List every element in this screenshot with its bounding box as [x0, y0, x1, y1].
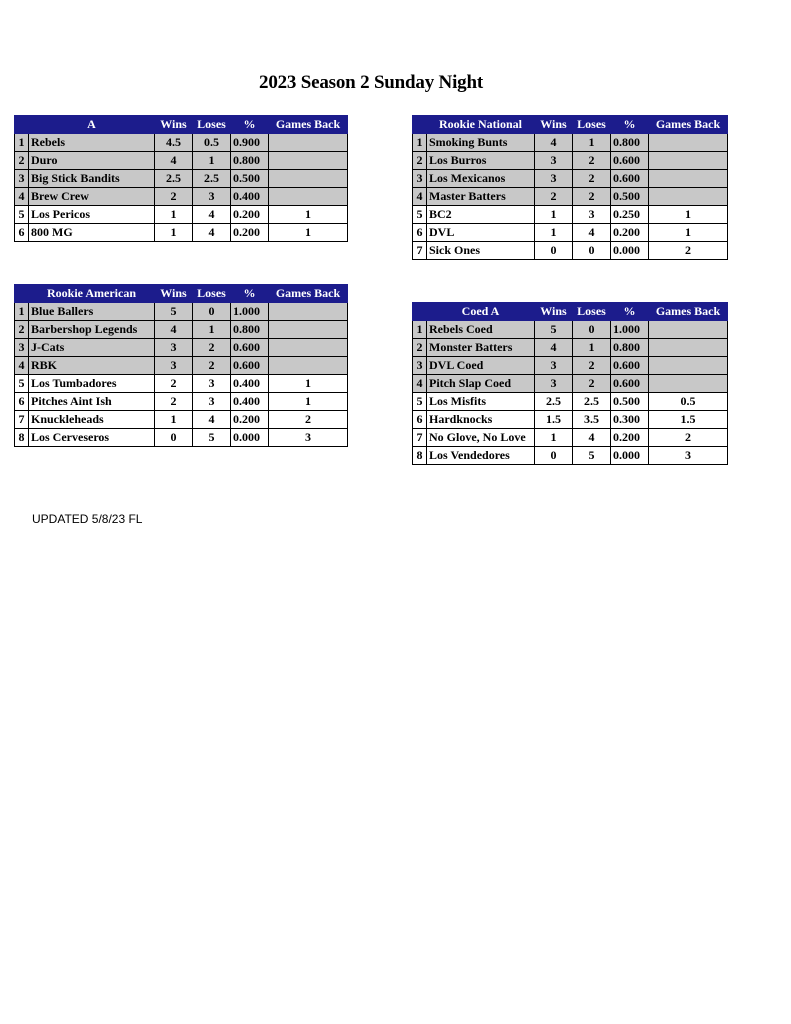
loses-cell: 2 — [573, 170, 611, 188]
standings-table-rookie-national — [412, 115, 728, 260]
rank-cell: 3 — [413, 170, 427, 188]
wins-header: Wins — [535, 116, 573, 134]
games-back-cell — [649, 321, 728, 339]
games-back-cell: 1 — [269, 375, 348, 393]
table-row — [413, 339, 728, 357]
team-name-cell: Blue Ballers — [29, 303, 155, 321]
table-row — [15, 170, 348, 188]
games-back-cell — [269, 339, 348, 357]
games-back-header: Games Back — [649, 303, 728, 321]
rank-cell: 6 — [413, 411, 427, 429]
rank-cell: 4 — [15, 357, 29, 375]
games-back-cell — [649, 375, 728, 393]
loses-cell: 3 — [573, 206, 611, 224]
rank-cell: 7 — [15, 411, 29, 429]
pct-cell: 0.800 — [611, 134, 649, 152]
games-back-cell: 3 — [649, 447, 728, 465]
games-back-cell: 3 — [269, 429, 348, 447]
table-row — [15, 339, 348, 357]
table-row — [413, 375, 728, 393]
header-rank — [15, 285, 29, 303]
loses-cell: 5 — [573, 447, 611, 465]
pct-cell: 0.600 — [611, 357, 649, 375]
loses-cell: 3.5 — [573, 411, 611, 429]
loses-cell: 2 — [573, 375, 611, 393]
pct-header: % — [231, 116, 269, 134]
loses-cell: 2 — [573, 188, 611, 206]
rank-cell: 5 — [15, 375, 29, 393]
games-back-cell: 2 — [649, 242, 728, 260]
loses-cell: 2 — [573, 152, 611, 170]
rank-cell: 4 — [413, 188, 427, 206]
wins-cell: 0 — [535, 447, 573, 465]
pct-cell: 0.600 — [611, 170, 649, 188]
loses-cell: 1 — [193, 152, 231, 170]
loses-cell: 1 — [193, 321, 231, 339]
pct-cell: 0.900 — [231, 134, 269, 152]
rank-cell: 6 — [413, 224, 427, 242]
pct-cell: 0.200 — [611, 429, 649, 447]
loses-cell: 2 — [193, 357, 231, 375]
loses-cell: 4 — [573, 429, 611, 447]
games-back-cell — [649, 170, 728, 188]
team-name-cell: Duro — [29, 152, 155, 170]
games-back-header: Games Back — [269, 116, 348, 134]
wins-cell: 2 — [155, 188, 193, 206]
games-back-cell — [649, 188, 728, 206]
loses-cell: 5 — [193, 429, 231, 447]
rank-cell: 4 — [15, 188, 29, 206]
wins-cell: 3 — [155, 339, 193, 357]
header-rank — [413, 116, 427, 134]
table-row — [15, 134, 348, 152]
table-row — [15, 303, 348, 321]
team-name-cell: Los Cerveseros — [29, 429, 155, 447]
loses-cell: 3 — [193, 375, 231, 393]
table-row — [15, 375, 348, 393]
wins-header: Wins — [155, 285, 193, 303]
games-back-cell — [649, 134, 728, 152]
wins-header: Wins — [535, 303, 573, 321]
wins-cell: 1 — [155, 206, 193, 224]
header-row — [15, 116, 348, 134]
wins-cell: 0 — [155, 429, 193, 447]
loses-cell: 2 — [573, 357, 611, 375]
wins-cell: 5 — [535, 321, 573, 339]
table-row — [15, 206, 348, 224]
loses-header: Loses — [573, 116, 611, 134]
team-name-cell: Los Burros — [427, 152, 535, 170]
wins-cell: 5 — [155, 303, 193, 321]
pct-cell: 0.200 — [231, 224, 269, 242]
rank-cell: 5 — [413, 206, 427, 224]
wins-cell: 4 — [535, 339, 573, 357]
rank-cell: 1 — [15, 303, 29, 321]
table-row — [15, 224, 348, 242]
loses-cell: 4 — [193, 224, 231, 242]
table-row — [413, 206, 728, 224]
table-row — [413, 242, 728, 260]
pct-cell: 0.800 — [231, 321, 269, 339]
loses-header: Loses — [193, 116, 231, 134]
rank-cell: 2 — [15, 152, 29, 170]
team-name-cell: No Glove, No Love — [427, 429, 535, 447]
team-name-cell: 800 MG — [29, 224, 155, 242]
team-name-cell: Sick Ones — [427, 242, 535, 260]
team-name-cell: Big Stick Bandits — [29, 170, 155, 188]
games-back-header: Games Back — [269, 285, 348, 303]
table-row — [413, 357, 728, 375]
loses-cell: 2.5 — [193, 170, 231, 188]
pct-cell: 0.300 — [611, 411, 649, 429]
table-row — [413, 411, 728, 429]
table-row — [413, 393, 728, 411]
loses-cell: 3 — [193, 393, 231, 411]
rank-cell: 3 — [15, 339, 29, 357]
table-row — [15, 321, 348, 339]
team-name-cell: DVL Coed — [427, 357, 535, 375]
rank-cell: 1 — [413, 134, 427, 152]
games-back-cell — [269, 134, 348, 152]
standings-table-coed-a — [412, 302, 728, 465]
table-row — [413, 170, 728, 188]
wins-cell: 4 — [155, 321, 193, 339]
loses-cell: 2 — [193, 339, 231, 357]
loses-cell: 3 — [193, 188, 231, 206]
pct-cell: 0.400 — [231, 188, 269, 206]
team-name-cell: Los Pericos — [29, 206, 155, 224]
wins-cell: 3 — [535, 152, 573, 170]
loses-cell: 1 — [573, 339, 611, 357]
rank-cell: 6 — [15, 393, 29, 411]
header-row — [413, 116, 728, 134]
rank-cell: 5 — [413, 393, 427, 411]
wins-cell: 2.5 — [535, 393, 573, 411]
header-rank — [15, 116, 29, 134]
games-back-cell: 1 — [649, 224, 728, 242]
games-back-cell — [269, 170, 348, 188]
division-name: Rookie American — [29, 285, 155, 303]
rank-cell: 1 — [15, 134, 29, 152]
rank-cell: 7 — [413, 242, 427, 260]
wins-cell: 2 — [155, 375, 193, 393]
pct-cell: 0.000 — [611, 242, 649, 260]
team-name-cell: Knuckleheads — [29, 411, 155, 429]
games-back-cell — [269, 188, 348, 206]
pct-cell: 0.500 — [611, 188, 649, 206]
team-name-cell: Pitches Aint Ish — [29, 393, 155, 411]
wins-cell: 3 — [535, 357, 573, 375]
team-name-cell: BC2 — [427, 206, 535, 224]
loses-cell: 4 — [193, 206, 231, 224]
rank-cell: 1 — [413, 321, 427, 339]
pct-header: % — [611, 303, 649, 321]
pct-cell: 0.400 — [231, 393, 269, 411]
pct-cell: 0.250 — [611, 206, 649, 224]
rank-cell: 2 — [413, 152, 427, 170]
rank-cell: 8 — [413, 447, 427, 465]
games-back-cell — [649, 339, 728, 357]
wins-cell: 1 — [535, 206, 573, 224]
wins-cell: 1 — [535, 429, 573, 447]
team-name-cell: Los Vendedores — [427, 447, 535, 465]
loses-cell: 4 — [193, 411, 231, 429]
division-name: A — [29, 116, 155, 134]
team-name-cell: Los Misfits — [427, 393, 535, 411]
loses-cell: 2.5 — [573, 393, 611, 411]
wins-cell: 3 — [155, 357, 193, 375]
table-row — [413, 321, 728, 339]
pct-cell: 0.600 — [231, 339, 269, 357]
table-row — [15, 429, 348, 447]
team-name-cell: Rebels — [29, 134, 155, 152]
wins-cell: 3 — [535, 375, 573, 393]
standings-table-rookie-american — [14, 284, 348, 447]
table-row — [15, 411, 348, 429]
pct-header: % — [611, 116, 649, 134]
games-back-cell: 1 — [269, 393, 348, 411]
wins-cell: 0 — [535, 242, 573, 260]
header-row — [15, 285, 348, 303]
table-row — [413, 429, 728, 447]
team-name-cell: J-Cats — [29, 339, 155, 357]
wins-cell: 2 — [155, 393, 193, 411]
table-row — [15, 357, 348, 375]
wins-cell: 2 — [535, 188, 573, 206]
team-name-cell: Los Tumbadores — [29, 375, 155, 393]
games-back-cell: 2 — [649, 429, 728, 447]
loses-header: Loses — [193, 285, 231, 303]
games-back-header: Games Back — [649, 116, 728, 134]
rank-cell: 4 — [413, 375, 427, 393]
rank-cell: 3 — [15, 170, 29, 188]
wins-cell: 1 — [535, 224, 573, 242]
header-rank — [413, 303, 427, 321]
pct-cell: 1.000 — [611, 321, 649, 339]
team-name-cell: DVL — [427, 224, 535, 242]
team-name-cell: Hardknocks — [427, 411, 535, 429]
pct-cell: 0.800 — [611, 339, 649, 357]
table-row — [413, 188, 728, 206]
team-name-cell: Smoking Bunts — [427, 134, 535, 152]
rank-cell: 2 — [15, 321, 29, 339]
wins-cell: 2.5 — [155, 170, 193, 188]
pct-cell: 0.600 — [231, 357, 269, 375]
wins-header: Wins — [155, 116, 193, 134]
loses-cell: 0.5 — [193, 134, 231, 152]
rank-cell: 3 — [413, 357, 427, 375]
games-back-cell — [649, 357, 728, 375]
wins-cell: 4 — [535, 134, 573, 152]
team-name-cell: Los Mexicanos — [427, 170, 535, 188]
pct-cell: 0.200 — [611, 224, 649, 242]
updated-note: UPDATED 5/8/23 FL — [32, 512, 143, 526]
team-name-cell: Monster Batters — [427, 339, 535, 357]
team-name-cell: Rebels Coed — [427, 321, 535, 339]
pct-cell: 0.400 — [231, 375, 269, 393]
team-name-cell: Barbershop Legends — [29, 321, 155, 339]
wins-cell: 1.5 — [535, 411, 573, 429]
rank-cell: 5 — [15, 206, 29, 224]
pct-cell: 0.800 — [231, 152, 269, 170]
table-row — [15, 152, 348, 170]
pct-cell: 0.200 — [231, 411, 269, 429]
division-name: Coed A — [427, 303, 535, 321]
table-row — [413, 224, 728, 242]
games-back-cell: 1 — [649, 206, 728, 224]
games-back-cell: 1 — [269, 206, 348, 224]
pct-cell: 1.000 — [231, 303, 269, 321]
games-back-cell — [649, 152, 728, 170]
rank-cell: 2 — [413, 339, 427, 357]
games-back-cell — [269, 357, 348, 375]
rank-cell: 7 — [413, 429, 427, 447]
page-title: 2023 Season 2 Sunday Night — [259, 72, 483, 93]
team-name-cell: Pitch Slap Coed — [427, 375, 535, 393]
games-back-cell — [269, 303, 348, 321]
standings-table-a — [14, 115, 348, 242]
pct-cell: 0.200 — [231, 206, 269, 224]
table-row — [413, 152, 728, 170]
wins-cell: 1 — [155, 411, 193, 429]
table-row — [413, 134, 728, 152]
games-back-cell: 1.5 — [649, 411, 728, 429]
games-back-cell: 1 — [269, 224, 348, 242]
pct-cell: 0.500 — [611, 393, 649, 411]
pct-header: % — [231, 285, 269, 303]
team-name-cell: RBK — [29, 357, 155, 375]
loses-cell: 1 — [573, 134, 611, 152]
wins-cell: 3 — [535, 170, 573, 188]
division-name: Rookie National — [427, 116, 535, 134]
rank-cell: 8 — [15, 429, 29, 447]
table-row — [15, 393, 348, 411]
pct-cell: 0.600 — [611, 375, 649, 393]
team-name-cell: Brew Crew — [29, 188, 155, 206]
games-back-cell: 0.5 — [649, 393, 728, 411]
pct-cell: 0.000 — [231, 429, 269, 447]
pct-cell: 0.500 — [231, 170, 269, 188]
loses-cell: 0 — [573, 321, 611, 339]
loses-cell: 0 — [573, 242, 611, 260]
loses-header: Loses — [573, 303, 611, 321]
pct-cell: 0.600 — [611, 152, 649, 170]
pct-cell: 0.000 — [611, 447, 649, 465]
header-row — [413, 303, 728, 321]
table-row — [15, 188, 348, 206]
games-back-cell — [269, 152, 348, 170]
loses-cell: 0 — [193, 303, 231, 321]
wins-cell: 4.5 — [155, 134, 193, 152]
loses-cell: 4 — [573, 224, 611, 242]
games-back-cell: 2 — [269, 411, 348, 429]
games-back-cell — [269, 321, 348, 339]
team-name-cell: Master Batters — [427, 188, 535, 206]
rank-cell: 6 — [15, 224, 29, 242]
table-row — [413, 447, 728, 465]
wins-cell: 1 — [155, 224, 193, 242]
wins-cell: 4 — [155, 152, 193, 170]
